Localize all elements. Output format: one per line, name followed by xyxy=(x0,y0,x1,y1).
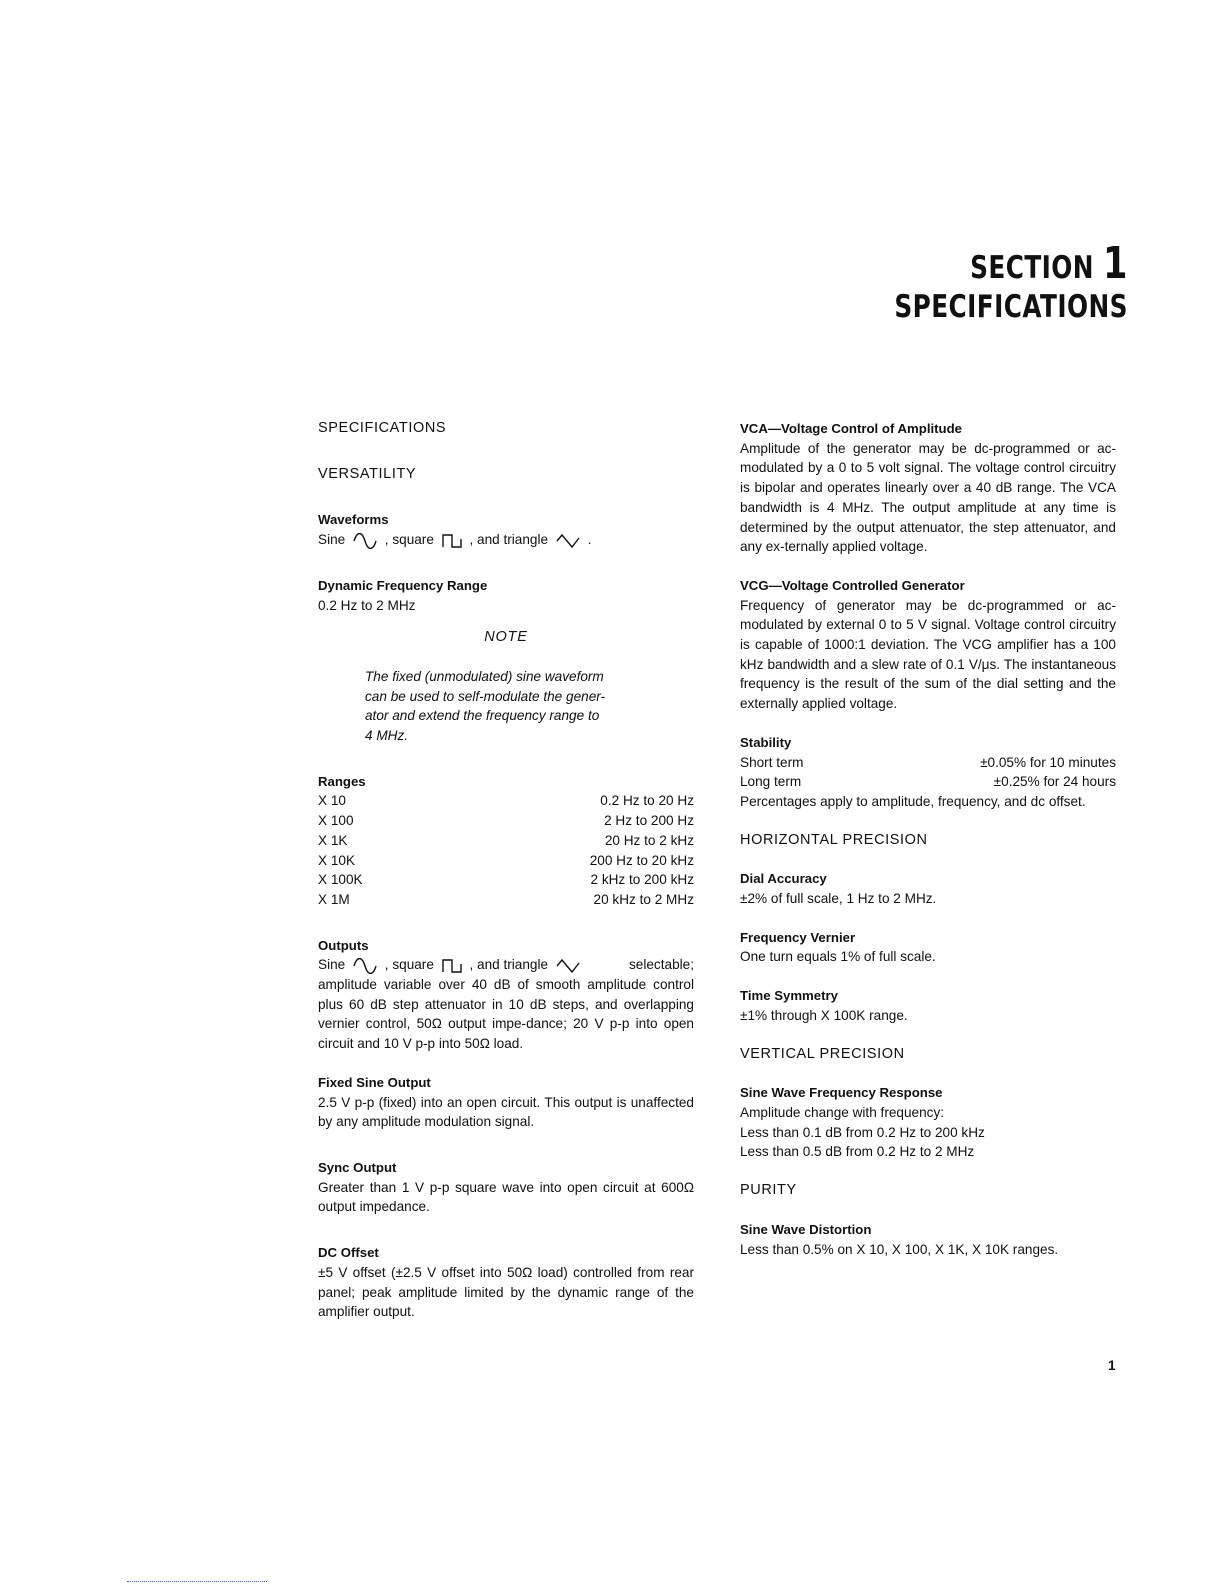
horizontal-precision-heading: HORIZONTAL PRECISION xyxy=(740,831,928,848)
purity-heading: PURITY xyxy=(740,1182,797,1199)
specifications-heading: SPECIFICATIONS xyxy=(318,420,447,436)
range-row xyxy=(318,831,694,851)
sine-response-line: Less than 0.5 dB from 0.2 Hz to 2 MHz xyxy=(740,1144,975,1160)
section-heading xyxy=(836,238,1128,325)
note-title: NOTE xyxy=(484,629,528,646)
sync-heading: Sync Output xyxy=(318,1159,397,1175)
waveforms-triangle-label: , and triangle xyxy=(469,532,549,548)
dial-accuracy-heading: Dial Accuracy xyxy=(740,871,827,887)
range-label: X 10 xyxy=(318,793,346,809)
stability-label: Short term xyxy=(740,754,804,770)
stability-note: Percentages apply to amplitude, frequency, and dc offset. xyxy=(740,793,1086,809)
left-column xyxy=(318,419,694,1322)
stability-row xyxy=(740,753,1116,773)
section-number: 1 xyxy=(1103,238,1128,289)
outputs-selectable: selectable; xyxy=(629,957,694,973)
range-row xyxy=(318,791,694,811)
outputs-square-label: , square xyxy=(384,957,434,973)
dynamic-range-heading: Dynamic Frequency Range xyxy=(318,577,488,593)
note-line: can be used to self-modulate the gener- xyxy=(365,688,606,704)
frequency-vernier-heading: Frequency Vernier xyxy=(740,929,856,945)
outputs-heading: Outputs xyxy=(318,937,369,953)
sine-wave-icon xyxy=(353,533,377,549)
section-title: SPECIFICATIONS xyxy=(894,289,1128,325)
range-value: 2 Hz to 200 Hz xyxy=(604,813,694,829)
note-line: 4 MHz. xyxy=(365,728,409,744)
range-row xyxy=(318,890,694,910)
page-number: 1 xyxy=(1108,1358,1116,1373)
triangle-wave-icon xyxy=(556,958,580,974)
sine-response-line: Less than 0.1 dB from 0.2 Hz to 200 kHz xyxy=(740,1124,985,1140)
stability-value: ±0.25% for 24 hours xyxy=(993,774,1116,790)
fixed-sine-heading: Fixed Sine Output xyxy=(318,1074,431,1090)
waveforms-sine-label: Sine xyxy=(318,532,346,548)
waveforms-square-label: , square xyxy=(384,532,434,548)
stability-row xyxy=(740,772,1116,792)
note-line: The fixed (unmodulated) sine waveform xyxy=(365,668,604,684)
time-symmetry-heading: Time Symmetry xyxy=(740,988,838,1004)
vcg-heading: VCG—Voltage Controlled Generator xyxy=(740,577,965,593)
section-prefix: SECTION xyxy=(970,250,1095,286)
range-label: X 100K xyxy=(318,872,363,888)
range-row xyxy=(318,851,694,871)
section-label xyxy=(895,238,1128,289)
vcg-text: Frequency of generator may be dc-programmed or ac-modulated by external 0 to 5 V signal. Voltage control circuitry is capable of 1000:1 deviation. The VCG amplifier has a 100 kHz bandwidth and a slew rate of 0.1 V/μs. The instantaneous frequency is the result of the sum of the dial setting and the externally applied voltage. xyxy=(740,597,1116,712)
vertical-precision-heading: VERTICAL PRECISION xyxy=(740,1045,905,1062)
range-label: X 1M xyxy=(318,891,350,907)
versatility-heading: VERSATILITY xyxy=(318,465,417,482)
range-value: 20 Hz to 2 kHz xyxy=(604,832,694,848)
sine-response-line: Amplitude change with frequency: xyxy=(740,1104,945,1120)
range-value: 20 kHz to 2 MHz xyxy=(593,891,694,907)
dc-offset-text: ±5 V offset (±2.5 V offset into 50Ω load) controlled from rear panel; peak amplitude limited by the dynamic range of the amplifier output. xyxy=(318,1264,694,1320)
range-row xyxy=(318,870,694,890)
outputs-sine-label: Sine xyxy=(318,957,346,973)
time-symmetry-text: ±1% through X 100K range. xyxy=(740,1007,908,1023)
vca-text: Amplitude of the generator may be dc-programmed or ac-modulated by a 0 to 5 volt signal. The voltage control circuitry is bipolar and operates linearly over a 40 dB range. The VCA bandwidth is 4 MHz. The output amplitude at any time is determined by the output attenuator, the step attenuator, and any ex-ternally applied voltage. xyxy=(740,440,1116,555)
sine-distortion-text: Less than 0.5% on X 10, X 100, X 1K, X 10K ranges. xyxy=(740,1241,1059,1257)
range-value: 0.2 Hz to 20 Hz xyxy=(600,793,694,809)
fixed-sine-text: 2.5 V p-p (fixed) into an open circuit. This output is unaffected by any amplitude modulation signal. xyxy=(318,1094,694,1130)
footer-link-underline xyxy=(127,1581,267,1583)
triangle-wave-icon xyxy=(556,533,580,549)
note-body xyxy=(365,667,648,746)
sine-distortion-heading: Sine Wave Distortion xyxy=(740,1221,872,1237)
range-value: 2 kHz to 200 kHz xyxy=(590,872,694,888)
outputs-first-line xyxy=(318,955,694,975)
square-wave-icon xyxy=(442,533,462,549)
ranges-heading: Ranges xyxy=(318,773,366,789)
note-line: ator and extend the frequency range to xyxy=(365,708,600,724)
dynamic-range-text: 0.2 Hz to 2 MHz xyxy=(318,597,416,613)
range-label: X 100 xyxy=(318,813,354,829)
stability-value: ±0.05% for 10 minutes xyxy=(980,754,1116,770)
outputs-waveforms xyxy=(318,955,584,975)
dial-accuracy-text: ±2% of full scale, 1 Hz to 2 MHz. xyxy=(740,891,937,907)
waveforms-text xyxy=(318,530,694,550)
waveforms-heading: Waveforms xyxy=(318,512,389,528)
frequency-vernier-text: One turn equals 1% of full scale. xyxy=(740,949,936,965)
stability-heading: Stability xyxy=(740,734,792,750)
sine-wave-icon xyxy=(353,958,377,974)
sync-text: Greater than 1 V p-p square wave into open circuit at 600Ω output impedance. xyxy=(318,1179,694,1215)
range-label: X 10K xyxy=(318,852,356,868)
waveforms-end: . xyxy=(587,532,592,548)
sine-response-heading: Sine Wave Frequency Response xyxy=(740,1085,943,1101)
right-column xyxy=(740,419,1116,1259)
square-wave-icon xyxy=(442,958,462,974)
outputs-text: amplitude variable over 40 dB of smooth amplitude control plus 60 dB step attenuator in 10 dB steps, and overlapping vernier control, 50Ω output impe-dance; 20 V p-p into open circuit and 10 V p-p into 50Ω load. xyxy=(318,977,694,1052)
stability-label: Long term xyxy=(740,774,802,790)
range-value: 200 Hz to 20 kHz xyxy=(589,852,694,868)
ranges-table xyxy=(318,791,694,909)
range-label: X 1K xyxy=(318,832,348,848)
dc-offset-heading: DC Offset xyxy=(318,1245,379,1261)
range-row xyxy=(318,811,694,831)
vca-heading: VCA—Voltage Control of Amplitude xyxy=(740,421,962,436)
outputs-triangle-label: , and triangle xyxy=(469,957,549,973)
